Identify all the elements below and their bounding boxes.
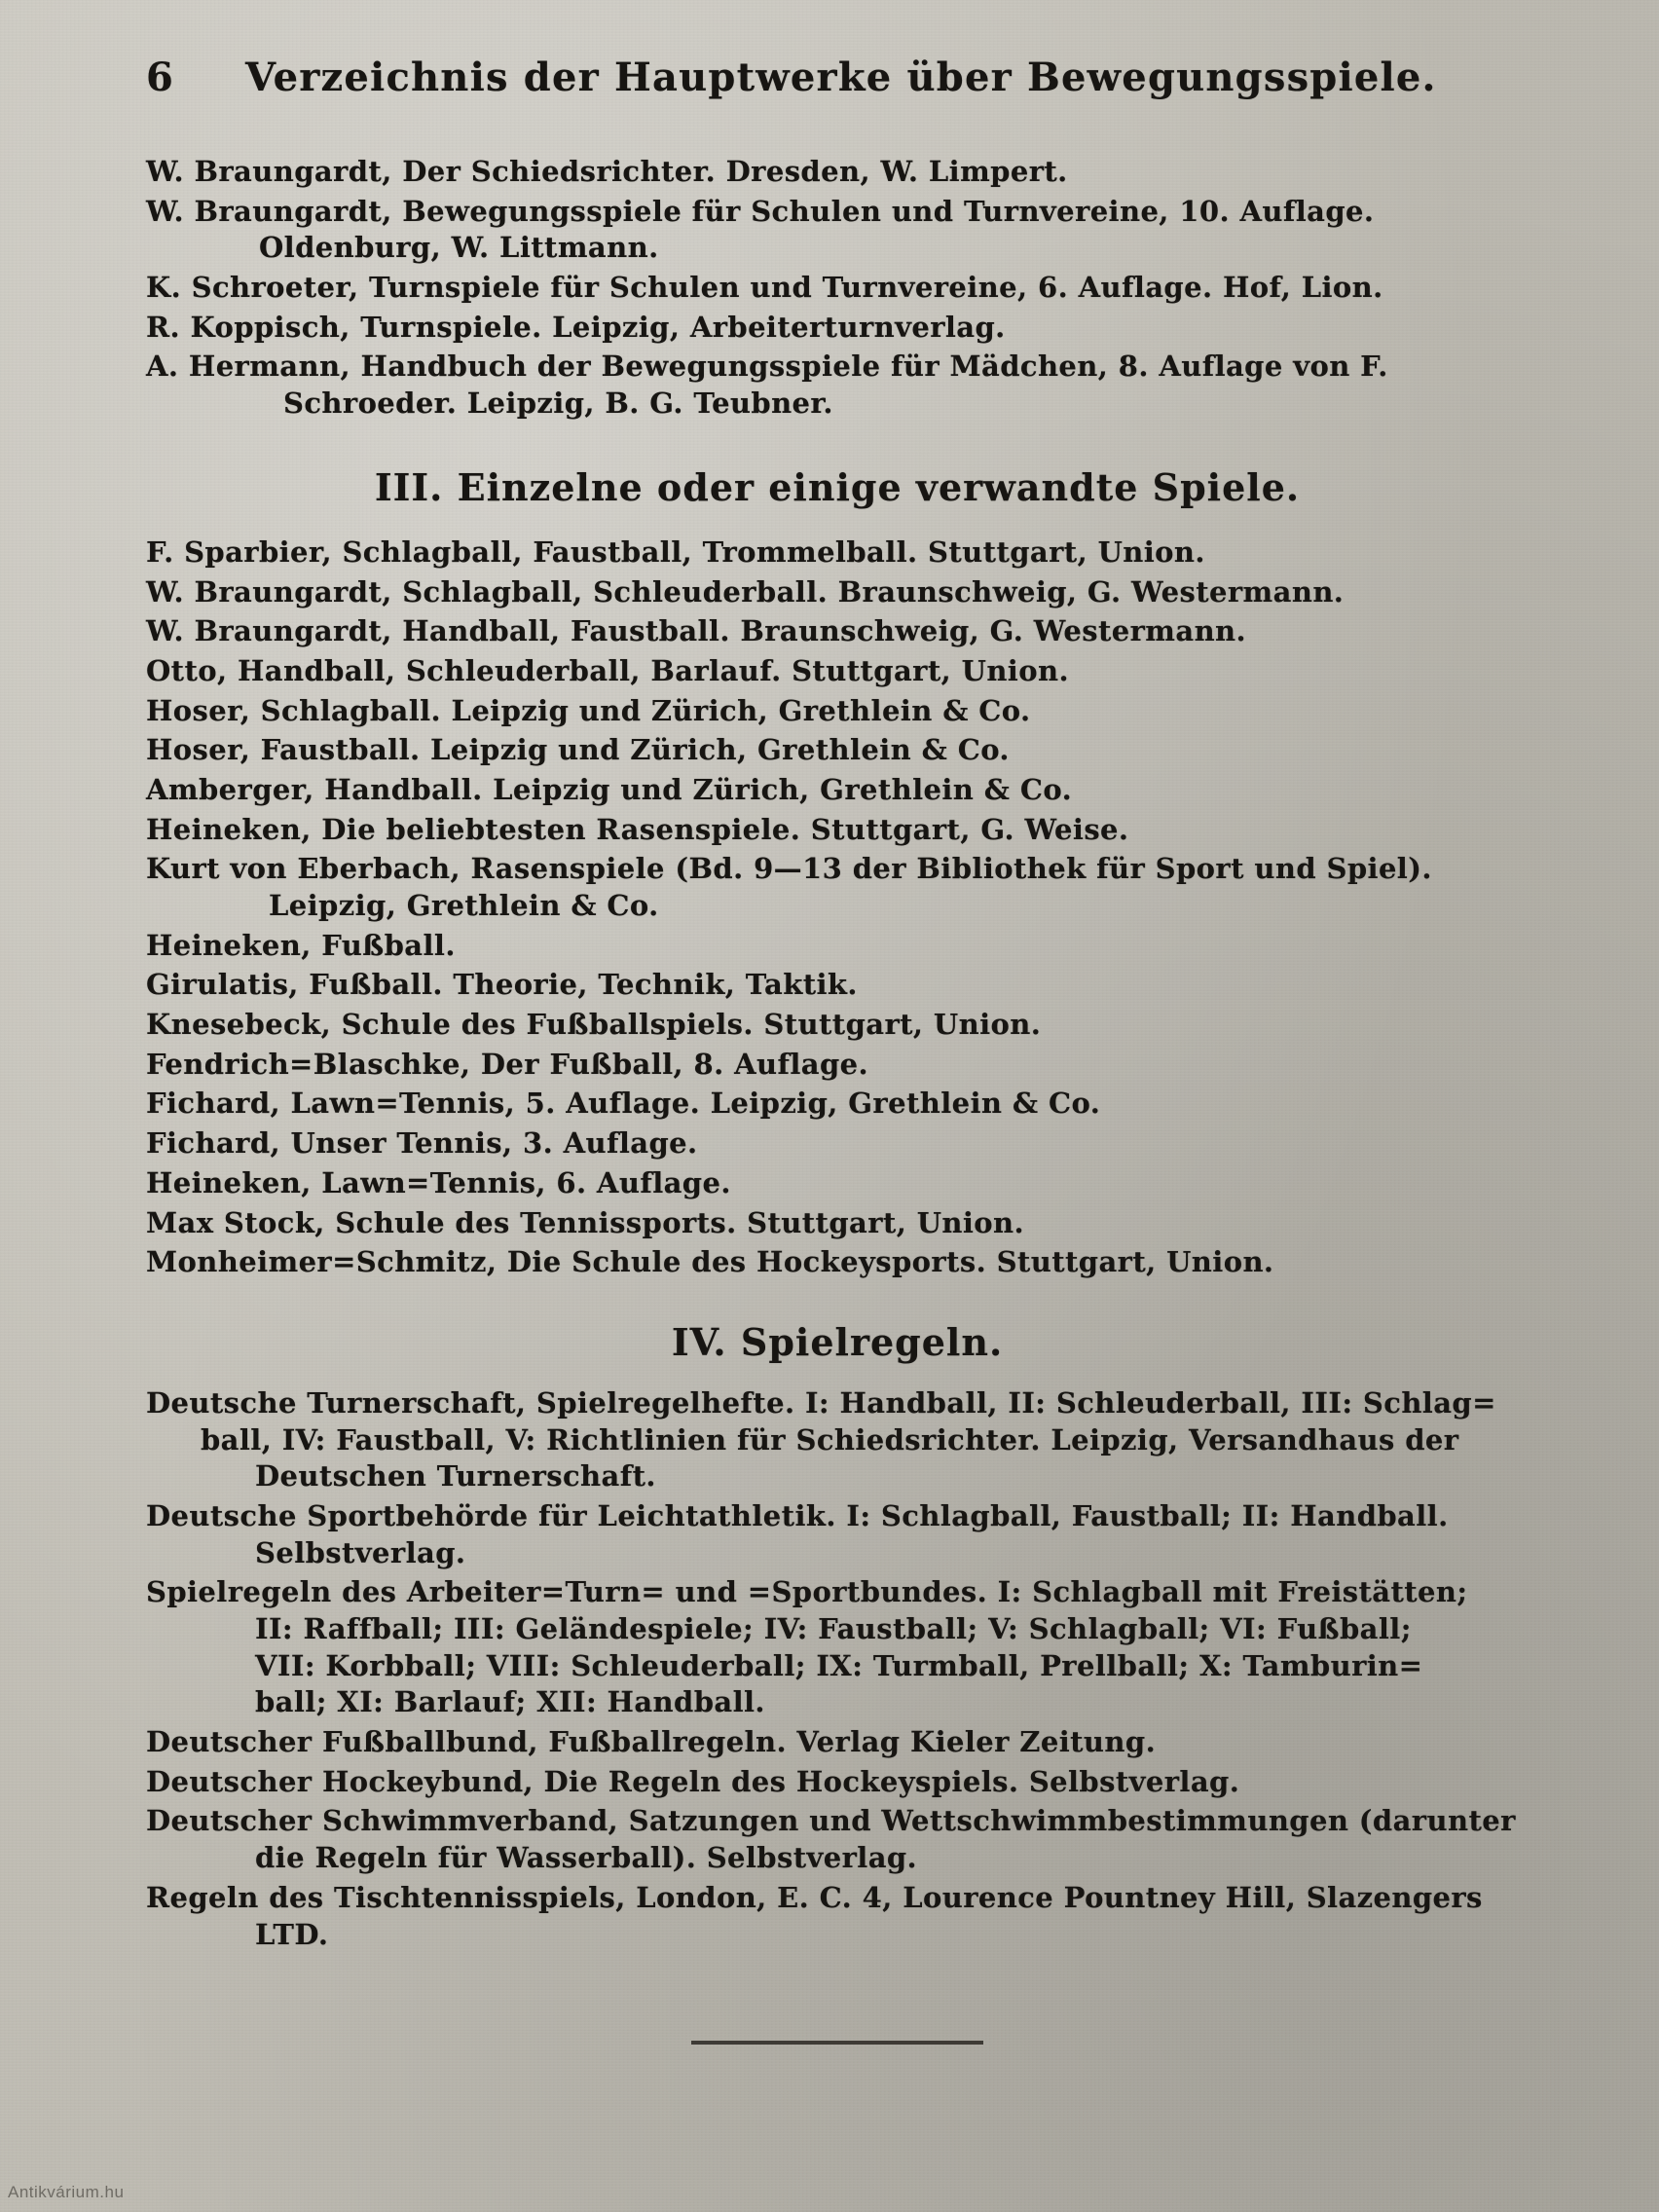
entry-line-cont: ball; XI: Barlauf; XII: Handball. [255,1685,765,1719]
entry-line: Fichard, Lawn=Tennis, 5. Auflage. Leipzig, Grethlein & Co. [146,1087,1101,1121]
entry-line: W. Braungardt, Der Schiedsrichter. Dresden, W. Limpert. [146,155,1068,188]
bibliography-entry [146,1724,1529,1761]
entry-line: R. Koppisch, Turnspiele. Leipzig, Arbeiterturnverlag. [146,310,1006,344]
bibliography-entry [146,1205,1529,1242]
bibliography-entry [146,310,1529,347]
entry-line-cont: die Regeln für Wasserball). Selbstverlag. [255,1841,918,1875]
bibliography-entry [146,1498,1529,1571]
bibliography-entry [146,653,1529,690]
entry-line-cont: II: Raffball; III: Geländespiele; IV: Faustball; V: Schlagball; VI: Fußball; [255,1612,1412,1645]
bibliography-entry [146,574,1529,611]
entry-line-cont: Selbstverlag. [255,1535,466,1569]
entry-line: Otto, Handball, Schleuderball, Barlauf. Stuttgart, Union. [146,653,1069,687]
entry-line: W. Braungardt, Bewegungsspiele für Schulen und Turnvereine, 10. Auflage. [146,194,1375,228]
bibliography-list-iv [146,1385,1529,1953]
entry-line: Deutsche Turnerschaft, Spielregelhefte. I: Handball, II: Schleuderball, III: Schlag= [146,1385,1496,1419]
entry-line: Hoser, Faustball. Leipzig und Zürich, Grethlein & Co. [146,733,1010,767]
page-number: 6 [146,55,174,100]
bibliography-entry [146,1803,1529,1876]
entry-line: Heineken, Fußball. [146,928,456,962]
entry-line: Amberger, Handball. Leipzig und Zürich, Grethlein & Co. [146,772,1073,806]
footer-divider [691,2041,983,2045]
bibliography-entry [146,1385,1529,1495]
entry-line: Heineken, Die beliebtesten Rasenspiele. Stuttgart, G. Weise. [146,812,1129,846]
bibliography-entry [146,693,1529,730]
bibliography-entry [146,535,1529,571]
bibliography-list-iii [146,535,1529,1281]
page-header [146,55,1529,100]
bibliography-entry [146,732,1529,769]
entry-line: Deutscher Hockeybund, Die Regeln des Hockeyspiels. Selbstverlag. [146,1764,1240,1798]
bibliography-entry [146,349,1529,422]
entry-line: Fichard, Unser Tennis, 3. Auflage. [146,1126,698,1161]
entry-line: W. Braungardt, Handball, Faustball. Braunschweig, G. Westermann. [146,614,1247,648]
running-title: Verzeichnis der Hauptwerke über Bewegungsspiele. [245,55,1437,100]
entry-line: Fendrich=Blaschke, Der Fußball, 8. Auflage. [146,1047,869,1081]
page-content [146,55,1529,2045]
bibliography-entry [146,967,1529,1004]
entry-line-cont: LTD. [255,1917,329,1951]
watermark: Antikvárium.hu [8,2183,125,2201]
entry-line: Knesebeck, Schule des Fußballspiels. Stuttgart, Union. [146,1008,1042,1042]
bibliography-entry [146,1165,1529,1202]
entry-line: F. Sparbier, Schlagball, Faustball, Trommelball. Stuttgart, Union. [146,535,1205,569]
bibliography-entry [146,812,1529,849]
section-heading-iii: III. Einzelne oder einige verwandte Spiele. [374,464,1301,509]
entry-line-cont: Leipzig, Grethlein & Co. [269,889,659,922]
bibliography-entry [146,1880,1529,1953]
entry-line-cont: Schroeder. Leipzig, B. G. Teubner. [283,387,833,421]
entry-line: A. Hermann, Handbuch der Bewegungsspiele für Mädchen, 8. Auflage von F. [146,350,1388,384]
entry-line-cont: VII: Korbball; VIII: Schleuderball; IX: Turmball, Prellball; X: Tamburin= [255,1648,1423,1682]
bibliography-entry [146,1086,1529,1123]
bibliography-entry [146,772,1529,809]
entry-line-cont: ball, IV: Faustball, V: Richtlinien für Schiedsrichter. Leipzig, Versandhaus der [201,1422,1459,1456]
entry-line: Deutsche Sportbehörde für Leichtathletik. I: Schlagball, Faustball; II: Handball. [146,1498,1449,1532]
bibliography-entry [146,1764,1529,1801]
entry-line: Hoser, Schlagball. Leipzig und Zürich, Grethlein & Co. [146,693,1031,727]
bibliography-entry [146,851,1529,924]
bibliography-entry [146,613,1529,650]
section-heading-iv: IV. Spielregeln. [671,1319,1004,1364]
bibliography-entry [146,1244,1529,1281]
bibliography-entry [146,1125,1529,1162]
entry-line: Deutscher Fußballbund, Fußballregeln. Verlag Kieler Zeitung. [146,1725,1157,1759]
entry-line: Regeln des Tischtennisspiels, London, E. C. 4, Lourence Pountney Hill, Slazengers [146,1880,1483,1914]
bibliography-entry [146,270,1529,307]
bibliography-entry [146,1047,1529,1084]
bibliography-entry [146,194,1529,267]
entry-line: W. Braungardt, Schlagball, Schleuderball. Braunschweig, G. Westermann. [146,574,1345,608]
entry-line: Kurt von Eberbach, Rasenspiele (Bd. 9—13 der Bibliothek für Sport und Spiel). [146,852,1432,886]
entry-line: Spielregeln des Arbeiter=Turn= und =Sportbundes. I: Schlagball mit Freistätten; [146,1575,1468,1609]
entry-line-cont: Deutschen Turnerschaft. [255,1459,656,1493]
bibliography-entry [146,1007,1529,1044]
bibliography-entry [146,1574,1529,1721]
entry-line: Heineken, Lawn=Tennis, 6. Auflage. [146,1165,731,1199]
entry-line: K. Schroeter, Turnspiele für Schulen und Turnvereine, 6. Auflage. Hof, Lion. [146,271,1383,305]
entry-line-cont: Oldenburg, W. Littmann. [259,231,659,265]
bibliography-list-top [146,154,1529,423]
entry-line: Deutscher Schwimmverband, Satzungen und Wettschwimmbestimmungen (darunter [146,1804,1516,1838]
bibliography-entry [146,154,1529,191]
bibliography-entry [146,928,1529,965]
entry-line: Monheimer=Schmitz, Die Schule des Hockeysports. Stuttgart, Union. [146,1245,1274,1279]
entry-line: Girulatis, Fußball. Theorie, Technik, Taktik. [146,968,858,1002]
entry-line: Max Stock, Schule des Tennissports. Stuttgart, Union. [146,1205,1025,1239]
